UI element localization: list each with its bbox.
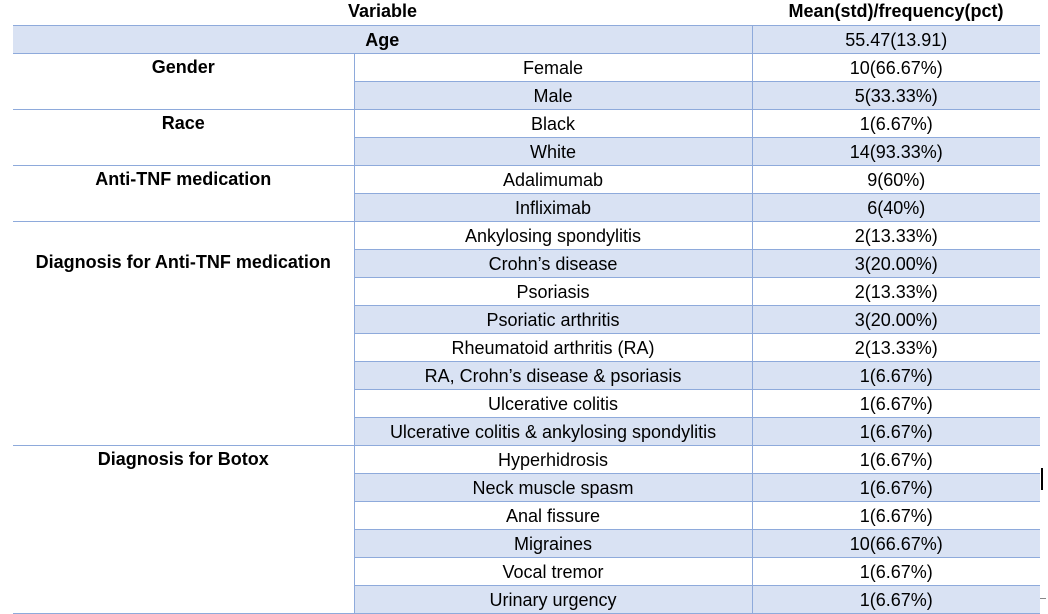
row-value: 2(13.33%) — [752, 278, 1040, 306]
header-row — [13, 0, 1040, 26]
age-label: Age — [13, 26, 752, 54]
row-value: 3(20.00%) — [752, 250, 1040, 278]
row-sub-label: RA, Crohn’s disease & psoriasis — [354, 362, 752, 390]
row-sub-label: Male — [354, 82, 752, 110]
row-sub-label: Psoriasis — [354, 278, 752, 306]
text-cursor — [1041, 468, 1043, 490]
group-label-gender: Gender — [13, 54, 354, 110]
row-sub-label: Hyperhidrosis — [354, 446, 752, 474]
table-row — [13, 166, 1040, 194]
edge-mark — [1040, 598, 1046, 599]
row-sub-label: Adalimumab — [354, 166, 752, 194]
row-sub-label: Female — [354, 54, 752, 82]
row-sub-label: White — [354, 138, 752, 166]
row-sub-label: Urinary urgency — [354, 586, 752, 614]
row-value: 10(66.67%) — [752, 530, 1040, 558]
row-sub-label: Vocal tremor — [354, 558, 752, 586]
row-value: 10(66.67%) — [752, 54, 1040, 82]
table-row — [13, 110, 1040, 138]
table-row — [13, 54, 1040, 82]
row-value: 2(13.33%) — [752, 222, 1040, 250]
table-row — [13, 446, 1040, 474]
row-sub-label: Crohn’s disease — [354, 250, 752, 278]
row-sub-label: Ankylosing spondylitis — [354, 222, 752, 250]
row-sub-label: Neck muscle spasm — [354, 474, 752, 502]
group-label-race: Race — [13, 110, 354, 166]
row-value: 1(6.67%) — [752, 558, 1040, 586]
age-value: 55.47(13.91) — [752, 26, 1040, 54]
age-row — [13, 26, 1040, 54]
group-label-diagnosis-anti-tnf: Diagnosis for Anti-TNF medication — [13, 222, 354, 446]
row-value: 1(6.67%) — [752, 390, 1040, 418]
group-label-anti-tnf: Anti-TNF medication — [13, 166, 354, 222]
row-value: 1(6.67%) — [752, 418, 1040, 446]
row-sub-label: Ulcerative colitis — [354, 390, 752, 418]
header-value: Mean(std)/frequency(pct) — [752, 0, 1040, 26]
table-row — [13, 222, 1040, 250]
row-sub-label: Rheumatoid arthritis (RA) — [354, 334, 752, 362]
row-value: 5(33.33%) — [752, 82, 1040, 110]
row-value: 1(6.67%) — [752, 502, 1040, 530]
row-value: 14(93.33%) — [752, 138, 1040, 166]
row-sub-label: Ulcerative colitis & ankylosing spondylitis — [354, 418, 752, 446]
row-value: 9(60%) — [752, 166, 1040, 194]
row-value: 1(6.67%) — [752, 474, 1040, 502]
row-sub-label: Psoriatic arthritis — [354, 306, 752, 334]
row-value: 1(6.67%) — [752, 446, 1040, 474]
header-variable: Variable — [13, 0, 752, 26]
row-value: 2(13.33%) — [752, 334, 1040, 362]
row-sub-label: Infliximab — [354, 194, 752, 222]
row-sub-label: Anal fissure — [354, 502, 752, 530]
group-label-diagnosis-botox: Diagnosis for Botox — [13, 446, 354, 614]
row-sub-label: Migraines — [354, 530, 752, 558]
demographics-table — [13, 0, 1040, 614]
row-value: 1(6.67%) — [752, 586, 1040, 614]
row-value: 1(6.67%) — [752, 110, 1040, 138]
row-value: 3(20.00%) — [752, 306, 1040, 334]
row-value: 6(40%) — [752, 194, 1040, 222]
row-sub-label: Black — [354, 110, 752, 138]
row-value: 1(6.67%) — [752, 362, 1040, 390]
